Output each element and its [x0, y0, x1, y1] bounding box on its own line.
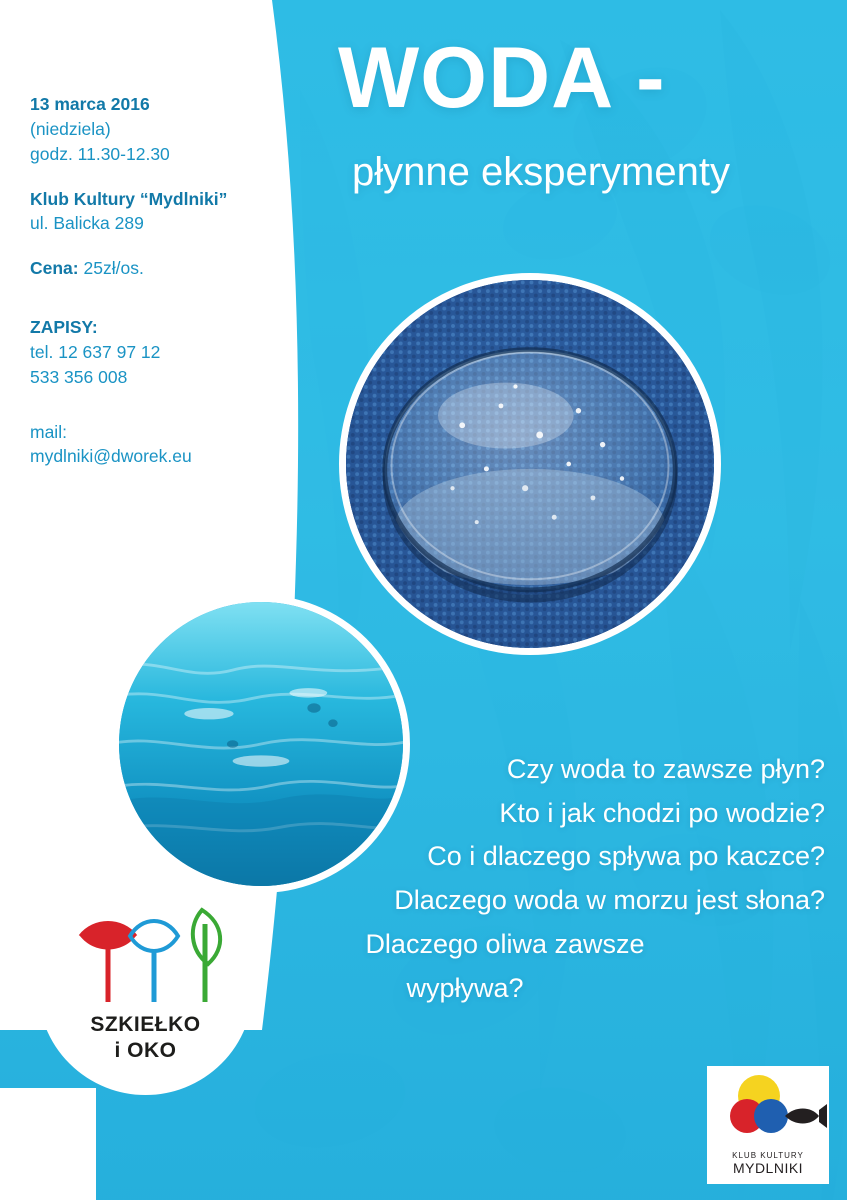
price-value: 25zł/os. [83, 258, 144, 279]
price-block [30, 256, 280, 281]
price-label: Cena: [30, 258, 79, 279]
event-info-block [30, 92, 280, 489]
venue-block [30, 187, 280, 237]
green-leaf-icon [193, 910, 220, 1002]
fish-icon [785, 1104, 827, 1128]
venue-address: ul. Balicka 289 [30, 213, 144, 234]
klub-kultury-line-1: KLUB KULTURY [732, 1150, 804, 1160]
signup-block [30, 315, 280, 390]
question-3: Co i dlaczego spływa po kaczce? [427, 841, 825, 872]
klub-kultury-logo-text [707, 1151, 829, 1176]
szkielko-logo-text [42, 1012, 249, 1065]
mail-address: mydlniki@dworek.eu [30, 446, 192, 467]
question-5-line-2: wypływa? [406, 972, 524, 1003]
question-5-line-1: Dlaczego oliwa zawsze [365, 928, 645, 959]
question-4: Dlaczego woda w morzu jest słona? [394, 885, 825, 916]
date-block [30, 92, 280, 167]
szkielko-logo-line-2: i OKO [114, 1039, 177, 1063]
szkielko-i-oko-logo [38, 880, 253, 1095]
blue-circle-icon [754, 1099, 788, 1133]
blue-lens-icon [130, 921, 178, 1002]
poster-title: WODA - [338, 30, 666, 126]
event-time: godz. 11.30-12.30 [30, 143, 170, 164]
klub-kultury-line-2: MYDLNIKI [732, 1159, 804, 1176]
szkielko-logo-line-1: SZKIEŁKO [90, 1013, 201, 1036]
signup-phone-2: 533 356 008 [30, 366, 128, 387]
questions-list [225, 748, 825, 1010]
poster-subtitle: płynne eksperymenty [352, 150, 730, 194]
event-weekday: (niedziela) [30, 118, 111, 139]
mail-label: mail: [30, 421, 67, 442]
klub-kultury-logo [707, 1066, 829, 1184]
signup-phone-1: tel. 12 637 97 12 [30, 341, 161, 362]
venue-name: Klub Kultury “Mydlniki” [30, 188, 228, 209]
mail-block [30, 420, 280, 470]
red-eye-icon [80, 923, 136, 1003]
klub-kultury-logo-icons [707, 1066, 829, 1148]
droplet-photo-image [346, 280, 714, 648]
signup-label: ZAPISY: [30, 317, 98, 338]
question-1: Czy woda to zawsze płyn? [506, 754, 825, 784]
bottom-left-white-shape [0, 1088, 96, 1200]
droplet-photo [339, 273, 721, 655]
szkielko-logo-icons [42, 884, 257, 1014]
question-2: Kto i jak chodzi po wodzie? [499, 797, 825, 828]
event-date: 13 marca 2016 [30, 94, 150, 114]
